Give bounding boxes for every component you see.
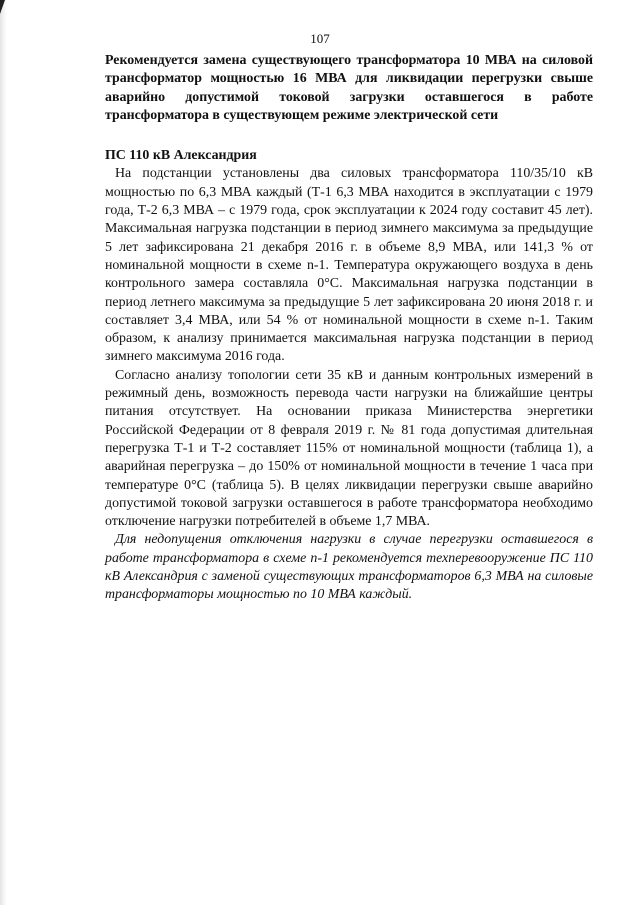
paragraph-conclusion: Для недопущения отключения нагрузки в случае перегрузки оставшегося в работе трансформатора в схеме n-1 рекомендуется техперевооружение ПС 110 кВ Александрия с заменой существующих трансформаторов 6,3 МВА на силовые трансформаторы мощностью по 10 МВА каждый.: [105, 532, 593, 603]
recommendation-heading: Рекомендуется замена существующего трансформатора 10 МВА на силовой трансформатор мощностью 16 МВА для ликвидации перегрузки свыше аварийно допустимой токовой загрузки оставшегося в работе трансформатора в существующем режиме электрической сети: [105, 53, 593, 123]
substation-heading: ПС 110 кВ Александрия: [105, 148, 257, 164]
paragraph-equipment: На подстанции установлены два силовых трансформатора 110/35/10 кВ мощностью по 6,3 МВА каждый (Т-1 6,3 МВА находится в эксплуатации с 1979 года, Т-2 6,3 МВА – с 1979 года, срок эксплуатации к 2024 году составит 45 лет). Максимальная нагрузка подстанции в период зимнего максимума за предыдущие 5 лет зафиксирована 21 декабря 2016 г. в объеме 8,9 МВА, или 141,3 % от номинальной мощности в схеме n-1. Температура окружающего воздуха в день контрольного замера составляла 0°С. Максимальная нагрузка подстанции в период летнего максимума за предыдущие 5 лет зафиксирована 20 июня 2018 г. и составляет 3,4 МВА, или 54 % от номинальной мощности в схеме n-1. Таким образом, к анализу принимается максимальная нагрузка подстанции в период зимнего максимума 2016 года.: [105, 166, 593, 365]
scan-edge: [0, 0, 7, 905]
document-body: [105, 52, 593, 605]
paragraph-topology: Согласно анализу топологии сети 35 кВ и данным контрольных измерений в режимный день, возможность перевода части нагрузки на ближайшие центры питания отсутствует. На основании приказа Министерства энергетики Российской Федерации от 8 февраля 2019 г. № 81 года допустимая длительная перегрузка Т-1 и Т-2 составляет 115% от номинальной мощности (таблица 1), а аварийная перегрузка – до 150% от номинальной мощности в течение 1 часа при температуре 0°С (таблица 5). В целях ликвидации перегрузки свыше аварийно допустимой токовой загрузки оставшегося в работе трансформатора необходимо отключение нагрузки потребителей в объеме 1,7 МВА.: [105, 367, 593, 530]
page-number: 107: [310, 31, 330, 46]
